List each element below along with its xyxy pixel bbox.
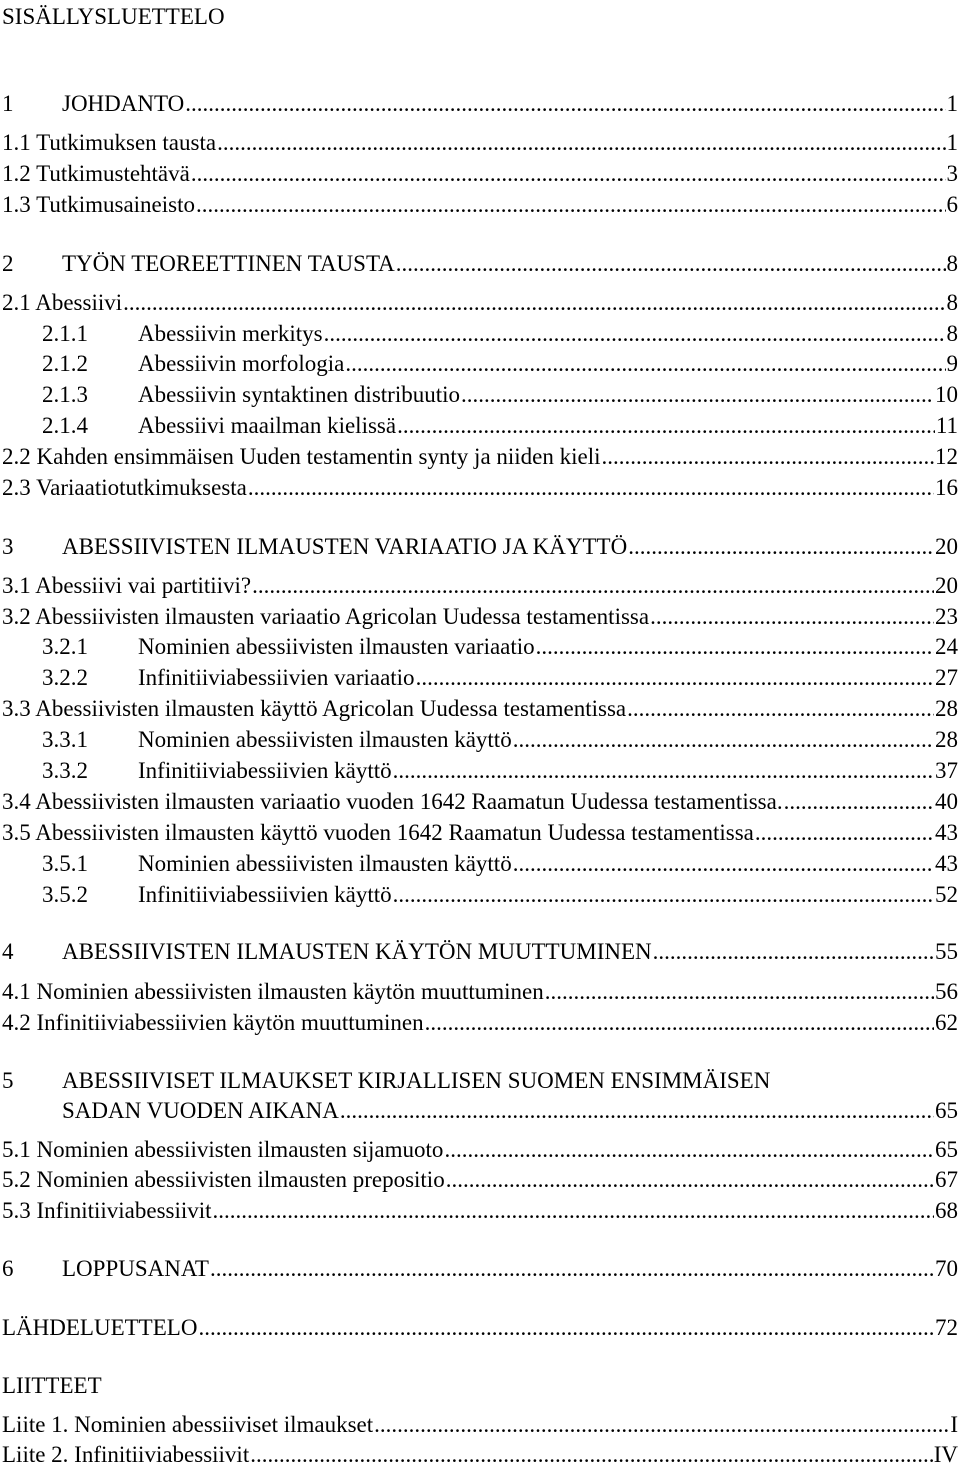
toc-entry[interactable] [0, 632, 958, 662]
toc-entry-number: 3.3.1 [42, 727, 88, 752]
toc-leader-dots [393, 756, 934, 786]
toc-entry-text: 5.1 Nominien abessiivisten ilmausten sijamuoto [2, 1137, 444, 1162]
toc-entry-page: 23 [935, 604, 958, 629]
toc-entry-text: 2.1 Abessiivi [2, 290, 123, 315]
toc-leader-dots [446, 1165, 934, 1195]
toc-entry[interactable] [0, 89, 958, 119]
toc-entry[interactable] [0, 1254, 958, 1284]
toc-entry-page: 27 [935, 665, 958, 690]
toc-entry-number: 2.1.2 [42, 351, 88, 376]
toc-entry-page: 3 [946, 161, 958, 186]
toc-entry-page: 43 [935, 851, 958, 876]
toc-entry[interactable] [0, 349, 958, 379]
toc-entry-text: LOPPUSANAT [62, 1256, 209, 1281]
toc-leader-dots [248, 473, 934, 503]
toc-leader-dots [653, 937, 934, 967]
toc-entry-text: Abessiivin morfologia [138, 351, 345, 376]
toc-entry-page: 70 [935, 1256, 958, 1281]
toc-leader-dots [513, 849, 934, 879]
toc-entry-page: 1 [946, 91, 958, 116]
toc-entry-page: 8 [946, 321, 958, 346]
toc-entry-page: 28 [935, 727, 958, 752]
toc-entry-number: 2.1.1 [42, 321, 88, 346]
toc-leader-dots [374, 1410, 949, 1440]
toc-leader-dots [210, 1254, 934, 1284]
toc-entry[interactable] [0, 288, 958, 318]
toc-entry[interactable] [0, 319, 958, 349]
toc-leader-dots [396, 249, 946, 279]
toc-entry[interactable] [0, 756, 958, 786]
toc-entry-page: 67 [935, 1167, 958, 1192]
toc-leader-dots [196, 190, 946, 220]
toc-entry[interactable] [0, 411, 958, 441]
toc-entry[interactable] [0, 818, 958, 848]
toc-leader-dots [416, 663, 934, 693]
toc-leader-dots [217, 128, 945, 158]
toc-entry-text: JOHDANTO [62, 91, 185, 116]
toc-entry-page: 62 [935, 1010, 958, 1035]
toc-entry-number: 3.3.2 [42, 758, 88, 783]
toc-entry-text: Nominien abessiivisten ilmausten variaatio [138, 634, 535, 659]
toc-leader-dots [191, 159, 946, 189]
toc-entry-text: TYÖN TEOREETTINEN TAUSTA [62, 251, 395, 276]
toc-leader-dots [444, 1135, 934, 1165]
toc-leader-dots [425, 1008, 934, 1038]
toc-entry-text: 3.5 Abessiivisten ilmausten käyttö vuoden 1642 Raamatun Uudessa testamentissa [2, 820, 754, 845]
toc-entry[interactable] [0, 1165, 958, 1195]
toc-entry-number: 6 [2, 1256, 14, 1281]
toc-leader-dots [340, 1096, 934, 1126]
toc-entry-page: 20 [935, 534, 958, 559]
toc-entry-page: 55 [935, 939, 958, 964]
toc-entry-page: 8 [946, 290, 958, 315]
toc-entry-page: 68 [935, 1198, 958, 1223]
toc-entry-text: Nominien abessiivisten ilmausten käyttö [138, 727, 512, 752]
toc-leader-dots [185, 89, 945, 119]
toc-entry-text: 1.2 Tutkimustehtävä [2, 161, 190, 186]
toc-entry[interactable] [0, 190, 958, 220]
toc-entry-page: 52 [935, 882, 958, 907]
toc-leader-dots [345, 349, 945, 379]
toc-entry-number: 3.2.2 [42, 665, 88, 690]
toc-entry[interactable] [0, 880, 958, 910]
toc-entry-page: 40 [935, 789, 958, 814]
toc-entry-page: 1 [946, 130, 958, 155]
toc-entry-number: 3.2.1 [42, 634, 88, 659]
toc-entry-text: Nominien abessiivisten ilmausten käyttö [138, 851, 512, 876]
toc-entry-number: 3.5.2 [42, 882, 88, 907]
toc-leader-dots [213, 1196, 934, 1226]
toc-entry-page: 20 [935, 573, 958, 598]
toc-entry-text: 2.2 Kahden ensimmäisen Uuden testamentin synty ja niiden kieli [2, 444, 601, 469]
toc-entry[interactable] [0, 1196, 958, 1226]
toc-entry-text: ABESSIIVISTEN ILMAUSTEN VARIAATIO JA KÄYTTÖ [62, 534, 628, 559]
toc-entry-page: 65 [935, 1098, 958, 1123]
toc-entry[interactable] [0, 1313, 958, 1343]
toc-entry[interactable] [0, 937, 958, 967]
toc-entry-text: Abessiivin merkitys [138, 321, 323, 346]
toc-leader-dots [602, 442, 934, 472]
toc-entry-page: 28 [935, 696, 958, 721]
toc-leader-dots [513, 725, 934, 755]
toc-entry[interactable] [0, 249, 958, 279]
toc-entry-page: 11 [935, 413, 958, 438]
toc-leader-dots [628, 532, 934, 562]
toc-entry[interactable] [0, 725, 958, 755]
toc-entry-page: 16 [935, 475, 958, 500]
toc-entry-number: 2.1.4 [42, 413, 88, 438]
toc-entry[interactable] [0, 473, 958, 503]
toc-entry[interactable] [0, 1096, 958, 1126]
toc-entry-text: ABESSIIVISTEN ILMAUSTEN KÄYTÖN MUUTTUMINEN [62, 939, 652, 964]
toc-entry-number: 1 [2, 91, 14, 116]
toc-entry-text: Liite 1. Nominien abessiiviset ilmaukset [2, 1412, 374, 1437]
toc-entry-text: LÄHDELUETTELO [2, 1315, 198, 1340]
toc-entry[interactable] [0, 787, 958, 817]
toc-leader-dots [536, 632, 934, 662]
toc-entry-text: 5.3 Infinitiiviabessiivit [2, 1198, 212, 1223]
toc-entry-text: 1.1 Tutkimuksen tausta [2, 130, 217, 155]
toc-leader-dots [397, 411, 935, 441]
toc-entry-page: 43 [935, 820, 958, 845]
toc-entry-text: ABESSIIVISET ILMAUKSET KIRJALLISEN SUOMEN ENSIMMÄISEN [62, 1068, 771, 1093]
toc-entry-number: 4 [2, 939, 14, 964]
toc-entry[interactable] [0, 977, 958, 1007]
toc-entry[interactable] [0, 663, 958, 693]
toc-entry-page: 6 [946, 192, 958, 217]
toc-entry-number: 5 [2, 1068, 14, 1093]
toc-leader-dots [324, 319, 946, 349]
toc-entry-number: 3 [2, 534, 14, 559]
toc-entry-page: IV [933, 1442, 958, 1467]
toc-entry-text: Infinitiiviabessiivien variaatio [138, 665, 415, 690]
toc-leader-dots [252, 571, 934, 601]
toc-entry[interactable] [0, 442, 958, 472]
toc-entry-text: Infinitiiviabessiivien käyttö [138, 882, 392, 907]
toc-leader-dots [461, 380, 934, 410]
toc-entry-text: Liite 2. Infinitiiviabessiivit [2, 1442, 250, 1467]
toc-entry-page: 72 [935, 1315, 958, 1340]
toc-entry-page: 10 [935, 382, 958, 407]
toc-entry-text: Infinitiiviabessiivien käyttö [138, 758, 392, 783]
toc-entry[interactable] [0, 849, 958, 879]
toc-entry[interactable] [0, 602, 958, 632]
toc-entry[interactable] [0, 571, 958, 601]
toc-entry[interactable] [0, 1135, 958, 1165]
toc-entry[interactable] [0, 159, 958, 189]
toc-entry-page: 56 [935, 979, 958, 1004]
toc-entry[interactable] [0, 380, 958, 410]
toc-entry[interactable] [0, 128, 958, 158]
toc-entry-text: 3.3 Abessiivisten ilmausten käyttö Agricolan Uudessa testamentissa [2, 696, 627, 721]
toc-leader-dots [650, 602, 934, 632]
toc-entry-text: 4.2 Infinitiiviabessiivien käytön muuttuminen [2, 1010, 424, 1035]
toc-entry[interactable] [0, 1410, 958, 1440]
toc-leader-dots [545, 977, 934, 1007]
toc-entry-page: 65 [935, 1137, 958, 1162]
toc-entry-page: 24 [935, 634, 958, 659]
toc-leader-dots [198, 1313, 934, 1343]
toc-entry[interactable] [0, 532, 958, 562]
toc-leader-dots [755, 818, 934, 848]
toc-entry-text: Abessiivi maailman kielissä [138, 413, 397, 438]
page-title: SISÄLLYSLUETTELO [2, 4, 225, 29]
toc-entry-text: 1.3 Tutkimusaineisto [2, 192, 195, 217]
toc-entry-number: 2.1.3 [42, 382, 88, 407]
toc-entry-text: 5.2 Nominien abessiivisten ilmausten prepositio [2, 1167, 445, 1192]
section-heading-liitteet: LIITTEET [2, 1373, 102, 1398]
toc-entry-text: 3.1 Abessiivi vai partitiivi? [2, 573, 252, 598]
toc-entry[interactable] [0, 1008, 958, 1038]
toc-leader-dots [627, 694, 934, 724]
toc-entry-page: 12 [935, 444, 958, 469]
toc-entry-text: 3.4 Abessiivisten ilmausten variaatio vuoden 1642 Raamatun Uudessa testamentissa. [2, 789, 783, 814]
toc-entry-number: 2 [2, 251, 14, 276]
toc-leader-dots [123, 288, 945, 318]
toc-entry-text: 3.2 Abessiivisten ilmausten variaatio Agricolan Uudessa testamentissa [2, 604, 650, 629]
toc-entry-page: 37 [935, 758, 958, 783]
toc-entry-text: 2.3 Variaatiotutkimuksesta [2, 475, 247, 500]
toc-entry-text: SADAN VUODEN AIKANA [62, 1098, 339, 1123]
toc-entry-page: 9 [946, 351, 958, 376]
toc-leader-dots [393, 880, 934, 910]
toc-entry[interactable] [0, 694, 958, 724]
toc-entry-page: I [950, 1412, 958, 1437]
toc-entry-chapter-5-heading[interactable] [2, 1066, 770, 1096]
toc-entry-text: Abessiivin syntaktinen distribuutio [138, 382, 460, 407]
toc-entry-number: 3.5.1 [42, 851, 88, 876]
toc-leader-dots [784, 787, 934, 817]
toc-entry-text: 4.1 Nominien abessiivisten ilmausten käytön muuttuminen [2, 979, 544, 1004]
toc-entry-page: 8 [946, 251, 958, 276]
